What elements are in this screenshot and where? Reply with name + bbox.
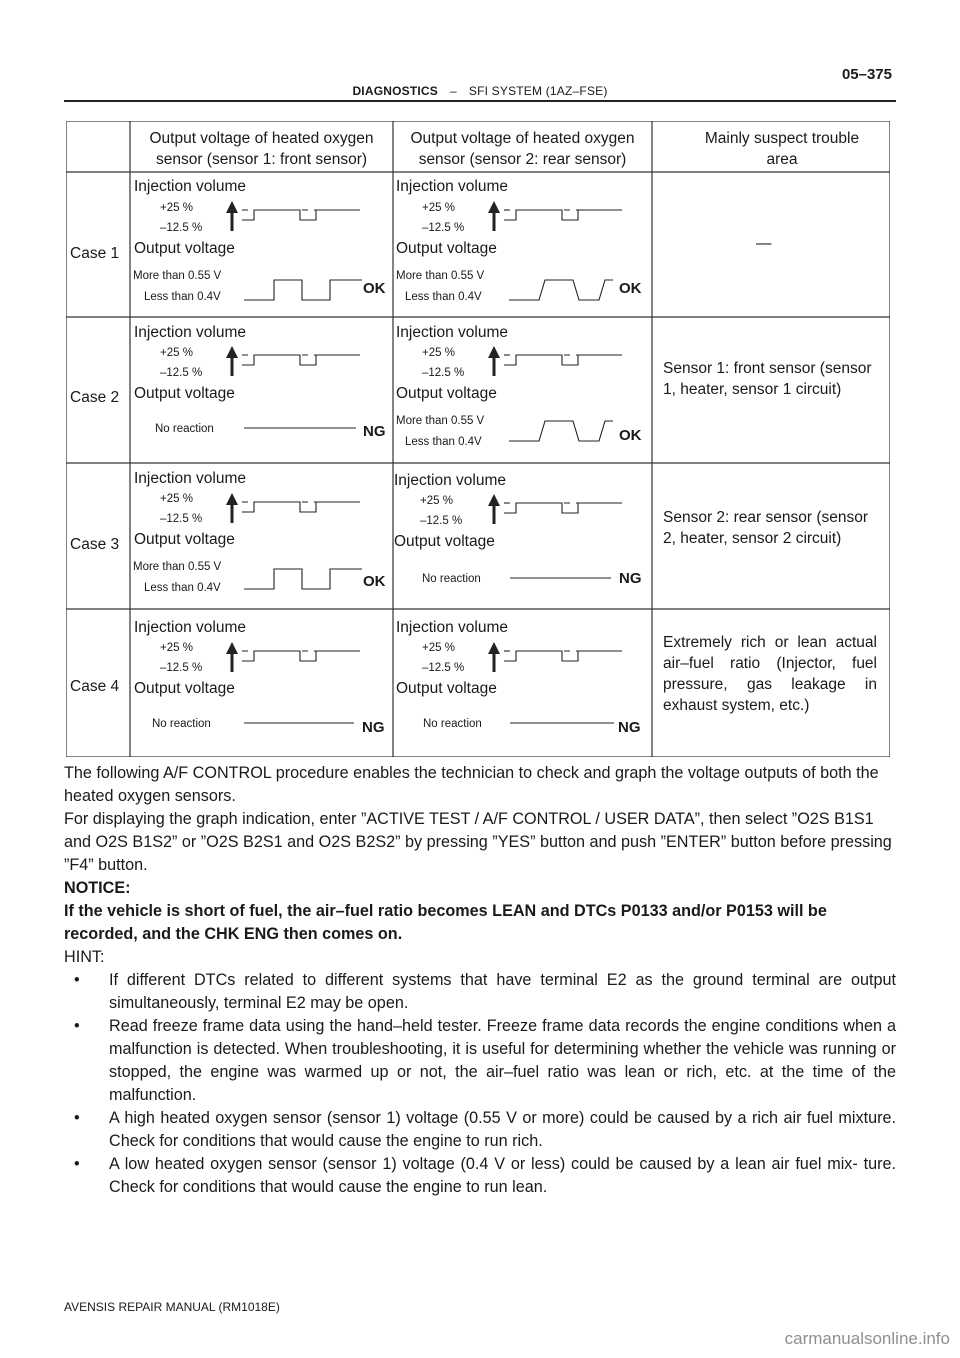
- case2-s2-plus-label: +25 %: [422, 347, 455, 359]
- hint-list: [64, 969, 896, 1199]
- col-header-sensor2: Output voltage of heated oxygen sensor (sensor 2: rear sensor): [410, 130, 635, 168]
- section-separator: –: [449, 84, 457, 98]
- case3-s1-more-label: More than 0.55 V: [133, 561, 222, 573]
- case2-s1-no-reaction: No reaction: [155, 423, 214, 435]
- case4-s1-no-reaction: No reaction: [152, 718, 211, 730]
- case1-s1-less-label: Less than 0.4V: [144, 291, 221, 303]
- case2-s1-injection-label: Injection volume: [134, 324, 247, 341]
- header-rule: [64, 100, 896, 102]
- hint-item: [64, 969, 896, 1015]
- case2-label: Case 2: [70, 389, 120, 406]
- case1-s1-result: OK: [363, 280, 386, 297]
- body-text: [64, 762, 896, 1199]
- bullet-icon: •: [74, 971, 80, 989]
- case3-s1-result: OK: [363, 573, 386, 590]
- hint-text: A low heated oxygen sensor (sensor 1) voltage (0.4 V or less) could be caused by a lean air fuel mix- ture. Check for conditions that would cause the engine to run lean.: [109, 1155, 896, 1196]
- case1-s2-result: OK: [619, 280, 642, 297]
- case2-s2-injection-label: Injection volume: [396, 324, 509, 341]
- col-header-trouble: Mainly suspect trouble area: [704, 130, 860, 168]
- case4-s2-output-label: Output voltage: [396, 680, 497, 697]
- case1-s2-minus-label: –12.5 %: [422, 222, 465, 234]
- diagnostic-table: [66, 121, 890, 757]
- col-header-sensor1: Output voltage of heated oxygen sensor (sensor 1: front sensor): [149, 130, 374, 168]
- case2-s1-output-label: Output voltage: [134, 385, 235, 402]
- bullet-icon: •: [74, 1017, 80, 1035]
- paragraph-af-control: The following A/F CONTROL procedure enables the technician to check and graph the voltage outputs of both the heated oxygen sensors.: [64, 764, 879, 805]
- case2-s1-minus-label: –12.5 %: [160, 367, 203, 379]
- case1-s2-injection-waveform: [488, 201, 622, 231]
- case3-s2-no-reaction: No reaction: [422, 573, 481, 585]
- case3-s2-plus-label: +25 %: [420, 495, 453, 507]
- case4-s1-injection-waveform: [226, 642, 360, 672]
- notice-text: If the vehicle is short of fuel, the air–fuel ratio becomes LEAN and DTCs P0133 and/or P0153 will be recorded, and the CHK ENG then comes on.: [64, 902, 827, 943]
- case1-s2-plus-label: +25 %: [422, 202, 455, 214]
- case2-s2-minus-label: –12.5 %: [422, 367, 465, 379]
- case3-s1-output-waveform: [244, 569, 362, 589]
- case2-s1-plus-label: +25 %: [160, 347, 193, 359]
- case1-s1-injection-waveform: [226, 201, 360, 231]
- case2-trouble: Sensor 1: front sensor (sensor 1, heater, sensor 1 circuit): [663, 360, 872, 398]
- case4-trouble: Extremely rich or lean actual air–fuel ratio (Injector, fuel pressure, gas leakage in exhaust system, etc.): [663, 634, 877, 714]
- hint-text: If different DTCs related to different systems that have terminal E2 as the ground terminal are output simultaneously, terminal E2 may be open.: [109, 971, 896, 1012]
- case4-s2-minus-label: –12.5 %: [422, 662, 465, 674]
- paragraph-graph-indication: For displaying the graph indication, enter ”ACTIVE TEST / A/F CONTROL / USER DATA”, then select ”O2S B1S1 and O2S B1S2” or ”O2S B2S1 and O2S B2S2” by pressing ”YES” button and push ”ENTER” button before pressing ”F4” button.: [64, 810, 892, 874]
- case3-s2-injection-waveform: [488, 494, 622, 524]
- hint-text: A high heated oxygen sensor (sensor 1) voltage (0.55 V or more) could be caused by a rich air fuel mixture. Check for conditions that would cause the engine to run rich.: [109, 1109, 896, 1150]
- case2-s1-injection-waveform: [226, 346, 360, 376]
- case4-s1-plus-label: +25 %: [160, 642, 193, 654]
- case3-s2-minus-label: –12.5 %: [420, 515, 463, 527]
- case4-s2-result: NG: [618, 719, 641, 736]
- case4-s1-injection-label: Injection volume: [134, 619, 247, 636]
- watermark-link[interactable]: carmanualsonline.info: [784, 1329, 950, 1348]
- bullet-icon: •: [74, 1155, 80, 1173]
- case1-s1-output-waveform: [244, 280, 362, 300]
- section-title-bold: DIAGNOSTICS: [352, 84, 438, 98]
- case3-s1-output-label: Output voltage: [134, 531, 235, 548]
- manual-footer: AVENSIS REPAIR MANUAL (RM1018E): [64, 1300, 280, 1314]
- hint-item: [64, 1015, 896, 1107]
- case1-s2-more-label: More than 0.55 V: [396, 270, 485, 282]
- case1-s2-output-waveform: [509, 280, 613, 300]
- case1-s2-injection-label: Injection volume: [396, 178, 509, 195]
- case4-s2-injection-label: Injection volume: [396, 619, 509, 636]
- hint-title: HINT:: [64, 948, 105, 966]
- hint-text: Read freeze frame data using the hand–held tester. Freeze frame data records the engine conditions when a malfunction is detected. When troubleshooting, it is useful for determining whether the vehicle was running or stopped, the engine was warmed up or not, the air–fuel ratio was lean or rich, etc. at the time of the malfunction.: [109, 1017, 896, 1104]
- case1-s1-more-label: More than 0.55 V: [133, 270, 222, 282]
- case1-s1-minus-label: –12.5 %: [160, 222, 203, 234]
- case3-label: Case 3: [70, 536, 120, 553]
- case2-s2-output-waveform: [509, 421, 613, 441]
- case1-trouble: —: [756, 235, 772, 252]
- case4-s1-minus-label: –12.5 %: [160, 662, 203, 674]
- case1-s1-plus-label: +25 %: [160, 202, 193, 214]
- page-header: [64, 66, 896, 102]
- case4-s2-injection-waveform: [488, 642, 622, 672]
- case1-s1-injection-label: Injection volume: [134, 178, 247, 195]
- case2-s2-injection-waveform: [488, 346, 622, 376]
- case3-s2-output-label: Output voltage: [394, 533, 495, 550]
- case1-s1-output-label: Output voltage: [134, 240, 235, 257]
- case4-label: Case 4: [70, 678, 120, 695]
- bullet-icon: •: [74, 1109, 80, 1127]
- case1-s2-less-label: Less than 0.4V: [405, 291, 482, 303]
- case2-s1-result: NG: [363, 423, 386, 440]
- section-title-rest: SFI SYSTEM (1AZ–FSE): [468, 84, 608, 98]
- case3-s2-result: NG: [619, 570, 642, 587]
- case3-trouble: Sensor 2: rear sensor (sensor 2, heater, sensor 2 circuit): [663, 509, 869, 547]
- case3-s1-minus-label: –12.5 %: [160, 513, 203, 525]
- section-title: [64, 84, 896, 98]
- case4-s2-plus-label: +25 %: [422, 642, 455, 654]
- case4-s2-no-reaction: No reaction: [423, 718, 482, 730]
- case2-s2-more-label: More than 0.55 V: [396, 415, 485, 427]
- case3-s2-injection-label: Injection volume: [394, 472, 507, 489]
- case4-s1-output-label: Output voltage: [134, 680, 235, 697]
- case3-s1-plus-label: +25 %: [160, 493, 193, 505]
- case3-s1-injection-waveform: [226, 493, 360, 523]
- case1-s2-output-label: Output voltage: [396, 240, 497, 257]
- hint-item: [64, 1153, 896, 1199]
- page-number: 05–375: [841, 66, 892, 83]
- case1-label: Case 1: [70, 245, 120, 262]
- notice-title: NOTICE:: [64, 879, 131, 897]
- hint-item: [64, 1107, 896, 1153]
- case2-s2-result: OK: [619, 427, 642, 444]
- case2-s2-less-label: Less than 0.4V: [405, 436, 482, 448]
- case3-s1-less-label: Less than 0.4V: [144, 582, 221, 594]
- case2-s2-output-label: Output voltage: [396, 385, 497, 402]
- case4-s1-result: NG: [362, 719, 385, 736]
- case3-s1-injection-label: Injection volume: [134, 470, 247, 487]
